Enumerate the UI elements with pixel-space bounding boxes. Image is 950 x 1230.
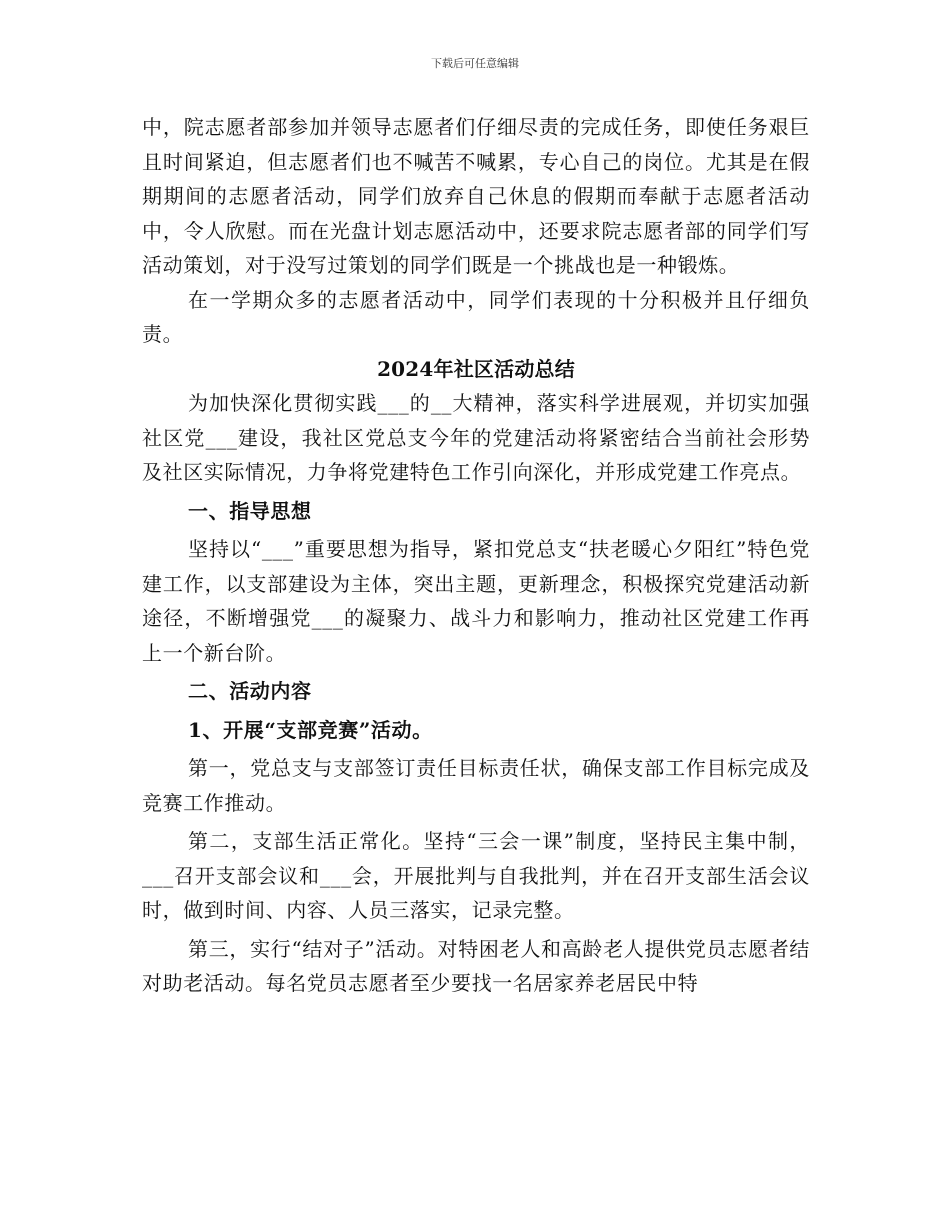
paragraph: 在一学期众多的志愿者活动中，同学们表现的十分积极并且仔细负责。: [142, 287, 810, 346]
paragraph: 第一，党总支与支部签订责任目标责任状，确保支部工作目标完成及竞赛工作推动。: [142, 756, 810, 815]
paragraph: 坚持以“___”重要思想为指导，紧扣党总支“扶老暖心夕阳红”特色党建工作，以支部建设为主体，突出主题，更新理念，积极探究党建活动新途径，不断增强党___的凝聚力、战斗力和影响力，推动社区党建工作再上一个新台阶。: [142, 537, 810, 665]
section-heading: 一、指导思想: [188, 498, 312, 523]
document-title: 2024年社区活动总结: [377, 356, 575, 381]
paragraph: 中，院志愿者部参加并领导志愿者们仔细尽责的完成任务，即使任务艰巨且时间紧迫，但志愿者们也不喊苦不喊累，专心自己的岗位。尤其是在假期期间的志愿者活动，同学们放弃自己休息的假期而奉献于志愿者活动中，令人欣慰。而在光盘计划志愿活动中，还要求院志愿者部的同学们写活动策划，对于没写过策划的同学们既是一个挑战也是一种锻炼。: [142, 115, 810, 277]
paragraph: 第三，实行“结对子”活动。对特困老人和高龄老人提供党员志愿者结对助老活动。每名党员志愿者至少要找一名居家养老居民中特: [142, 936, 810, 995]
paragraph: 第二，支部生活正常化。坚持“三会一课”制度，坚持民主集中制，___召开支部会议和___会，开展批判与自我批判，并在召开支部生活会议时，做到时间、内容、人员三落实，记录完整。: [142, 829, 810, 922]
section-heading: 二、活动内容: [188, 679, 312, 703]
subsection-heading: 1、开展“支部竞赛”活动。: [188, 717, 433, 742]
document-body: [142, 110, 810, 1001]
page-header: 下载后可任意编辑: [431, 57, 519, 70]
paragraph: 为加快深化贯彻实践___的__大精神，落实科学进展观，并切实加强社区党___建设，我社区党总支今年的党建活动将紧密结合当前社会形势及社区实际情况，力争将党建特色工作引向深化，并形成党建工作亮点。: [142, 391, 810, 484]
